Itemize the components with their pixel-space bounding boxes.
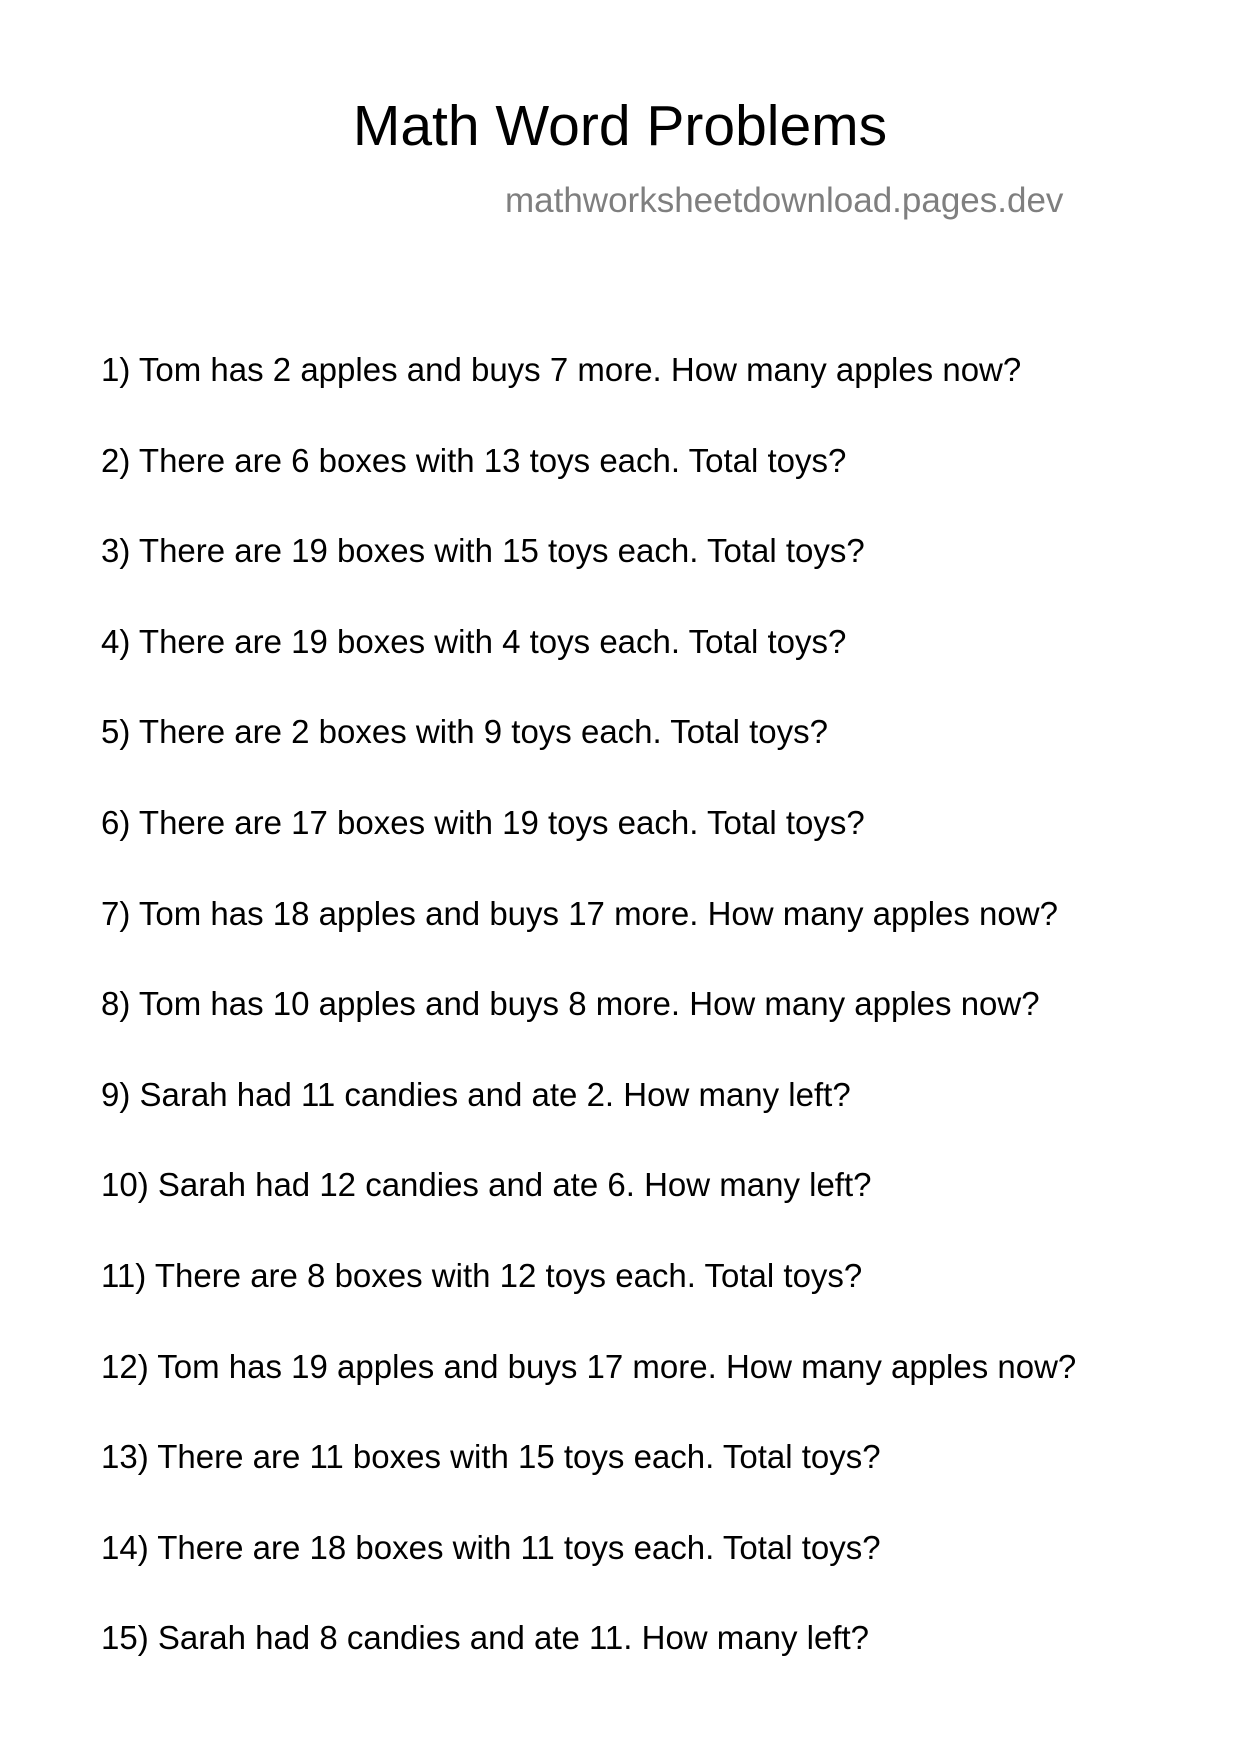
problem-item: 3) There are 19 boxes with 15 toys each. Total toys?: [101, 532, 865, 570]
problem-item: 10) Sarah had 12 candies and ate 6. How many left?: [101, 1166, 872, 1204]
problem-item: 15) Sarah had 8 candies and ate 11. How many left?: [101, 1619, 870, 1657]
source-url: mathworksheetdownload.pages.dev: [505, 181, 1064, 220]
problem-item: 5) There are 2 boxes with 9 toys each. Total toys?: [101, 713, 829, 751]
problem-item: 11) There are 8 boxes with 12 toys each. Total toys?: [101, 1256, 863, 1294]
problem-item: 7) Tom has 18 apples and buys 17 more. How many apples now?: [101, 894, 1058, 932]
problem-item: 12) Tom has 19 apples and buys 17 more. How many apples now?: [101, 1347, 1077, 1385]
problem-item: 14) There are 18 boxes with 11 toys each. Total toys?: [101, 1528, 881, 1566]
problem-item: 2) There are 6 boxes with 13 toys each. Total toys?: [101, 441, 847, 479]
problem-item: 1) Tom has 2 apples and buys 7 more. How many apples now?: [101, 351, 1022, 388]
problem-item: 9) Sarah had 11 candies and ate 2. How many left?: [101, 1075, 851, 1113]
problem-item: 4) There are 19 boxes with 4 toys each. Total toys?: [101, 622, 847, 660]
problem-item: 13) There are 11 boxes with 15 toys each. Total toys?: [101, 1438, 881, 1476]
problem-item: 6) There are 17 boxes with 19 toys each. Total toys?: [101, 803, 865, 841]
page-title: Math Word Problems: [352, 94, 888, 158]
problem-list: [101, 353, 1076, 1712]
problem-item: 8) Tom has 10 apples and buys 8 more. How many apples now?: [101, 985, 1040, 1023]
